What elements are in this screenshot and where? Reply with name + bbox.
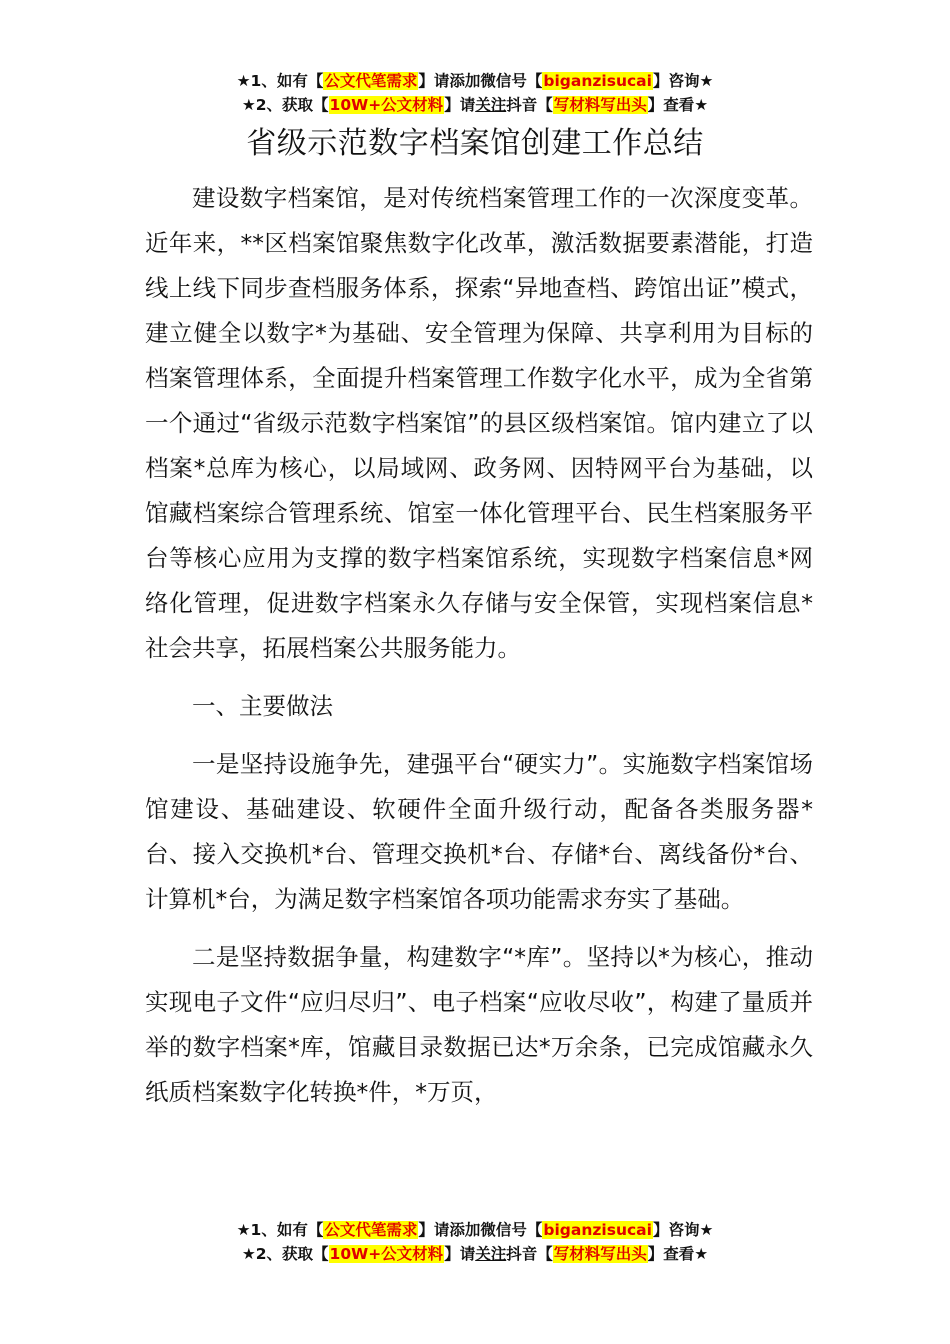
promo-text: 微信号【: [480, 72, 543, 90]
promo-text: ★2、获取【: [241, 96, 329, 114]
promo-emphasis: 添加: [449, 72, 481, 90]
promo-banner-top: [0, 69, 950, 117]
promo-highlight: 10W+公文材料: [329, 1245, 444, 1263]
paragraph-practice-2: 二是坚持数据争量，构建数字“*库”。坚持以*为核心，推动实现电子文件“应归尽归”、电子档案“应收尽收”，构建了量质并举的数字档案*库，馆藏目录数据已达*万余条，已完成馆藏永久纸质档案数字化转换*件，*万页，: [145, 943, 813, 1106]
promo-emphasis: 添加: [449, 1221, 481, 1239]
document-title: 省级示范数字档案馆创建工作总结: [246, 126, 704, 161]
promo-text: 抖音【: [506, 1245, 553, 1263]
promo-text: 微信号【: [480, 1221, 543, 1239]
promo-line-1: [0, 69, 950, 93]
promo-text: 】查看★: [647, 96, 709, 114]
promo-text: ★1、如有【: [236, 72, 324, 90]
promo-wechat-id: biganzisucai: [543, 72, 652, 90]
promo-text: 】请: [418, 72, 450, 90]
paragraph-intro: 建设数字档案馆，是对传统档案管理工作的一次深度变革。近年来，**区档案馆聚焦数字化改革，激活数据要素潜能，打造线上线下同步查档服务体系，探索“异地查档、跨馆出证”模式，建立健全以数字*为基础、安全管理为保障、共享利用为目标的档案管理体系，全面提升档案管理工作数字化水平，成为全省第一个通过“省级示范数字档案馆”的县区级档案馆。馆内建立了以档案*总库为核心，以局域网、政务网、因特网平台为基础，以馆藏档案综合管理系统、馆室一体化管理平台、民生档案服务平台等核心应用为支撑的数字档案馆系统，实现数字档案信息*网络化管理，促进数字档案永久存储与安全保管，实现档案信息*社会共享，拓展档案公共服务能力。: [145, 184, 813, 662]
promo-text: ★1、如有【: [236, 1221, 324, 1239]
promo-line-2: [0, 1242, 950, 1266]
promo-banner-bottom: [0, 1218, 950, 1266]
promo-text: ★2、获取【: [241, 1245, 329, 1263]
promo-text: 】查看★: [647, 1245, 709, 1263]
promo-emphasis: 关注: [475, 96, 507, 114]
promo-highlight: 公文代笔需求: [324, 1221, 418, 1239]
promo-douyin-id: 写材料写出头: [553, 1245, 647, 1263]
promo-line-1: [0, 1218, 950, 1242]
promo-text: 】咨询★: [652, 72, 714, 90]
section-heading: 一、主要做法: [192, 692, 333, 720]
promo-douyin-id: 写材料写出头: [553, 96, 647, 114]
promo-highlight: 公文代笔需求: [324, 72, 418, 90]
paragraph-practice-1: 一是坚持设施争先，建强平台“硬实力”。实施数字档案馆场馆建设、基础建设、软硬件全面升级行动，配备各类服务器*台、接入交换机*台、管理交换机*台、存储*台、离线备份*台、计算机*台，为满足数字档案馆各项功能需求夯实了基础。: [145, 750, 813, 913]
promo-text: 】咨询★: [652, 1221, 714, 1239]
promo-text: 】请: [418, 1221, 450, 1239]
promo-highlight: 10W+公文材料: [329, 96, 444, 114]
promo-text: 】请: [444, 96, 476, 114]
document-body: [145, 176, 813, 1115]
promo-text: 】请: [444, 1245, 476, 1263]
promo-wechat-id: biganzisucai: [543, 1221, 652, 1239]
promo-text: 抖音【: [506, 96, 553, 114]
promo-emphasis: 关注: [475, 1245, 507, 1263]
promo-line-2: [0, 93, 950, 117]
